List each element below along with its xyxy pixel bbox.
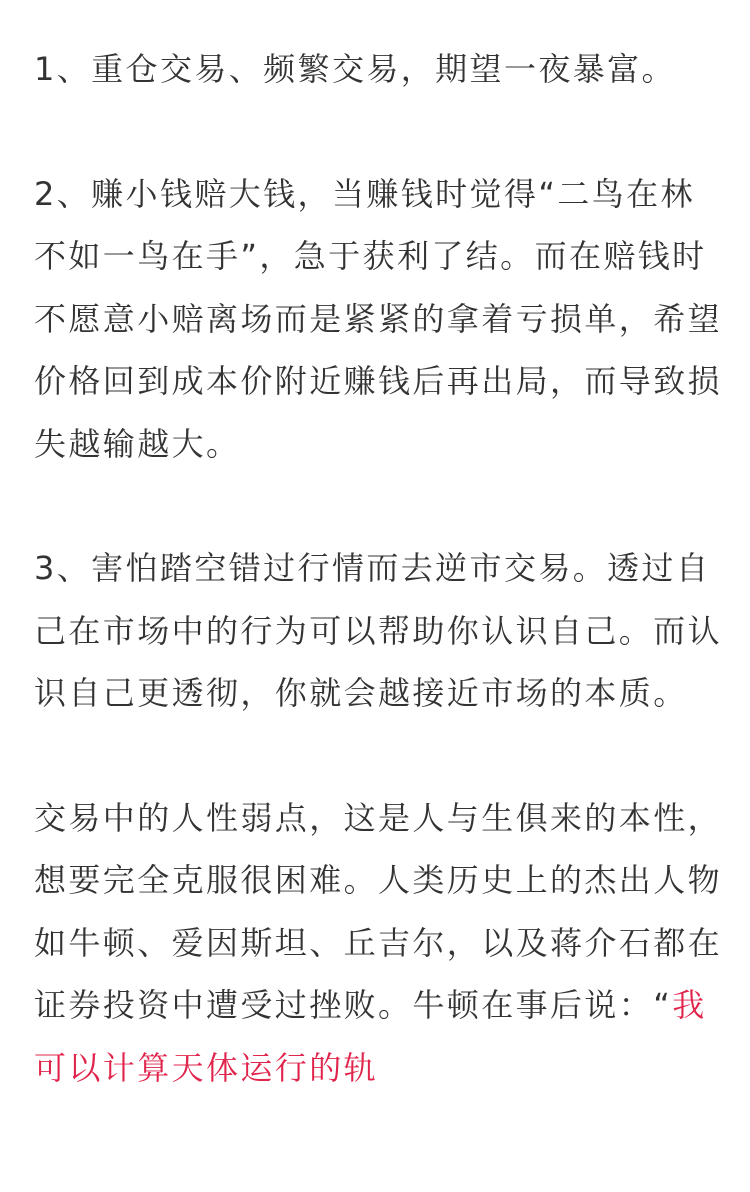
paragraph-3: 3、害怕踏空错过行情而去逆市交易。透过自己在市场中的行为可以帮助你认识自己。而认识自己更透彻，你就会越接近市场的本质。: [34, 549, 723, 712]
paragraph-4: [34, 787, 724, 1100]
paragraph-1: 1、重仓交易、频繁交易，期望一夜暴富。: [34, 50, 676, 88]
paragraph-2: 2、赚小钱赔大钱，当赚钱时觉得“二鸟在林不如一鸟在手”，急于获利了结。而在赔钱时不愿意小赔离场而是紧紧的拿着亏损单，希望价格回到成本价附近赚钱后再出局，而导致损失越输越大。: [34, 174, 723, 463]
highlighted-quote: 我可以计算天体运行的轨: [34, 986, 707, 1087]
paragraph-4-text: 交易中的人性弱点，这是人与生俱来的本性，想要完全克服很困难。人类历史上的杰出人物如牛顿、爱因斯坦、丘吉尔，以及蒋介石都在证券投资中遭受过挫败。牛顿在事后说：“: [34, 798, 723, 1024]
article-body: [34, 38, 724, 1099]
